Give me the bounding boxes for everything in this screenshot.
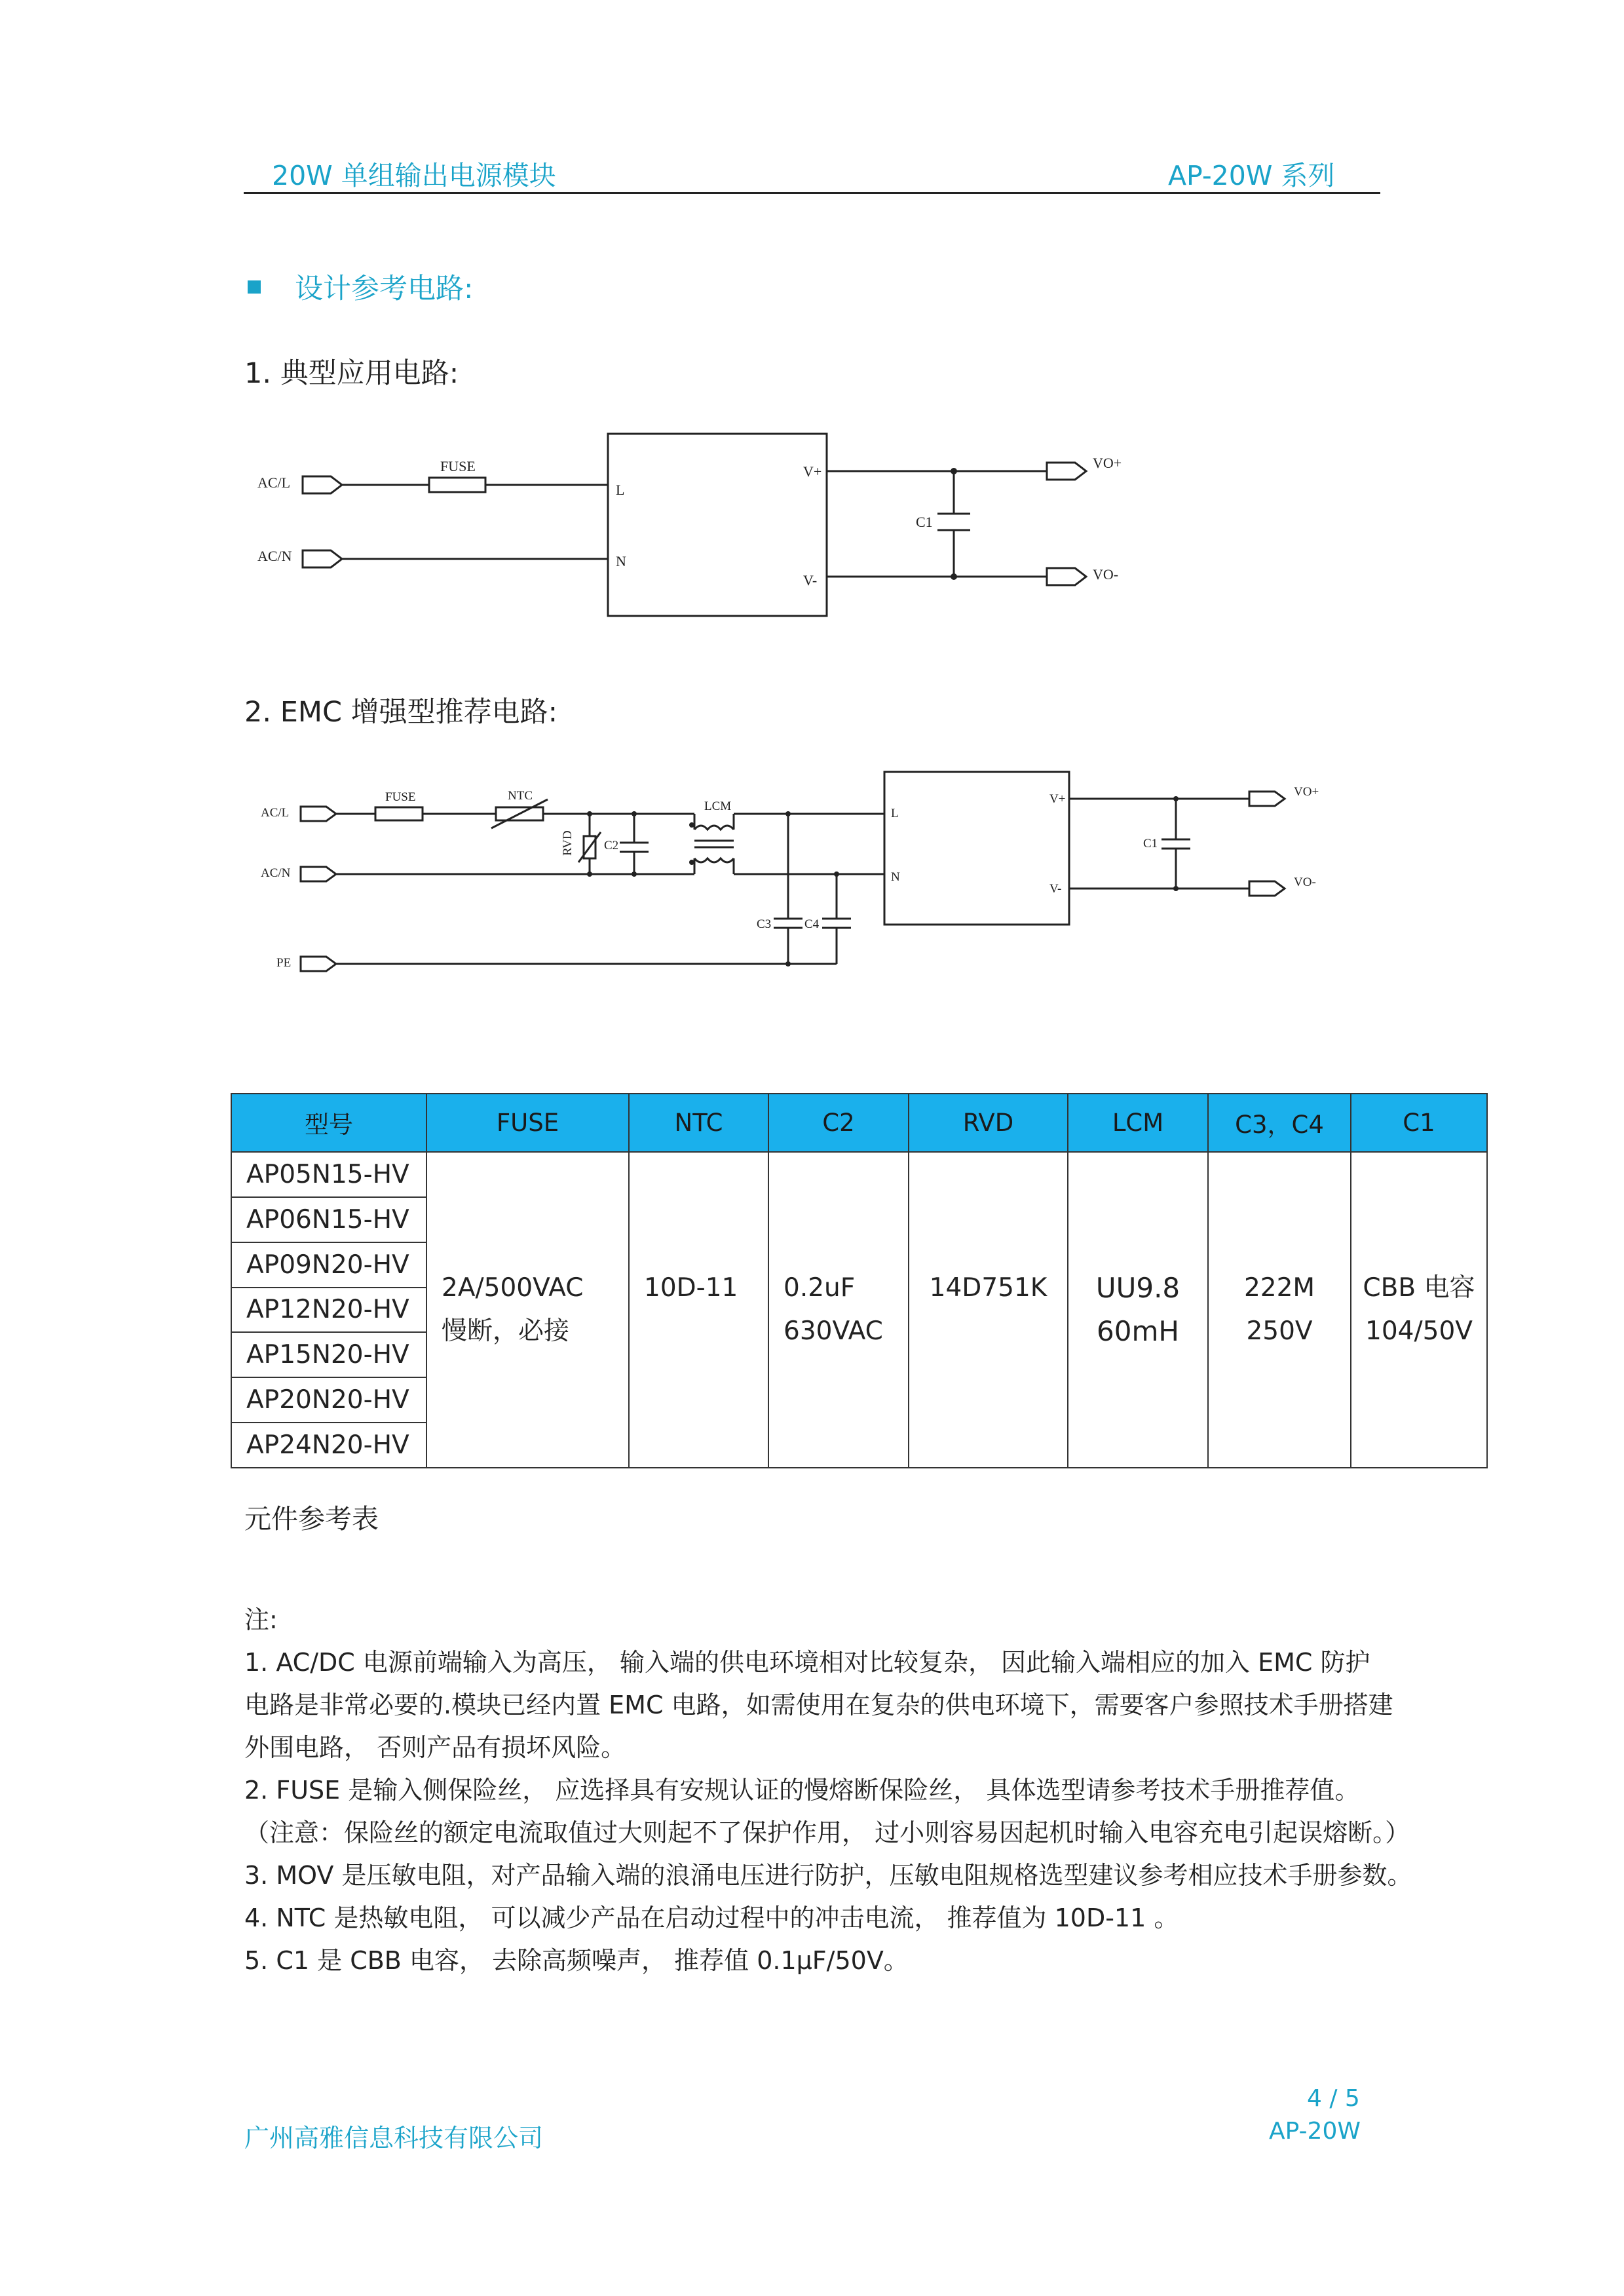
vplus-label: V+ <box>803 463 822 480</box>
col-header-lcm: LCM <box>1068 1094 1208 1152</box>
fuse-rating: 2A/500VAC <box>442 1272 584 1303</box>
col-header-c3c4: C3，C4 <box>1208 1094 1351 1152</box>
c3-label: C3 <box>757 917 772 931</box>
table-caption: 元件参考表 <box>244 1503 379 1535</box>
circuit2-title: 2. EMC 增强型推荐电路: <box>244 696 558 729</box>
c2-capacitance: 0.2uF <box>784 1272 856 1303</box>
emc-circuit-diagram <box>0 0 1624 1022</box>
model-cell: AP24N20-HV <box>231 1423 426 1468</box>
emc-vo-minus-label: VO- <box>1294 875 1316 889</box>
header-series: AP-20W 系列 <box>1168 160 1335 191</box>
note-line: 1. AC/DC 电源前端输入为高压， 输入端的供电环境相对比较复杂， 因此输入端相应的加入 EMC 防护 <box>244 1648 1370 1677</box>
lcm-core: UU9.8 <box>1095 1271 1180 1304</box>
note-line: 3. MOV 是压敏电阻，对产品输入端的浪涌电压进行防护，压敏电阻规格选型建议参考相应技术手册参数。 <box>244 1861 1412 1890</box>
emc-vo-plus-connector <box>1249 792 1285 806</box>
fuse-note: 慢断，必接 <box>442 1316 570 1346</box>
col-header-ntc: NTC <box>629 1094 768 1152</box>
ntc-value: 10D-11 <box>644 1272 738 1303</box>
col-header-rvd: RVD <box>909 1094 1068 1152</box>
fuse-label: FUSE <box>440 458 476 474</box>
vo-minus-label: VO- <box>1093 566 1119 583</box>
emc-acn-connector <box>301 867 336 881</box>
emc-fuse-label: FUSE <box>385 790 416 804</box>
table-header-row <box>231 1094 1487 1152</box>
emc-acn-label: AC/N <box>261 866 291 880</box>
note-line: 5. C1 是 CBB 电容， 去除高频噪声， 推荐值 0.1μF/50V。 <box>244 1946 909 1975</box>
ntc-cell <box>629 1152 768 1468</box>
lcm-cell <box>1068 1152 1208 1468</box>
note-line: 2. FUSE 是输入侧保险丝， 应选择具有安规认证的慢熔断保险丝， 具体选型请参考技术手册推荐值。 <box>244 1776 1360 1805</box>
lcm-label: LCM <box>704 799 732 813</box>
emc-l-label: L <box>891 807 899 820</box>
model-cell: AP20N20-HV <box>231 1377 426 1423</box>
model-cell: AP09N20-HV <box>231 1242 426 1288</box>
c3c4-cell <box>1208 1152 1351 1468</box>
ntc-label: NTC <box>508 789 533 803</box>
c2-label: C2 <box>604 839 619 852</box>
emc-vminus-label: V- <box>1049 882 1062 896</box>
emc-pe-connector <box>301 957 336 971</box>
emc-acl-connector <box>301 807 336 821</box>
emc-acl-label: AC/L <box>261 806 290 820</box>
c1-value: 104/50V <box>1365 1316 1473 1346</box>
col-header-c1: C1 <box>1351 1094 1487 1152</box>
table-row <box>231 1152 1487 1197</box>
lcm-inductance: 60mH <box>1097 1314 1179 1347</box>
component-reference-table <box>231 1093 1488 1468</box>
acn-label: AC/N <box>257 548 292 564</box>
acl-label: AC/L <box>257 474 291 491</box>
c3c4-code: 222M <box>1243 1272 1315 1303</box>
vminus-label: V- <box>803 572 818 588</box>
emc-vo-minus-connector <box>1249 881 1285 896</box>
section-title: 设计参考电路: <box>295 273 474 305</box>
note-line: 4. NTC 是热敏电阻， 可以减少产品在启动过程中的冲击电流， 推荐值为 10D-11 。 <box>244 1904 1179 1932</box>
emc-pe-label: PE <box>276 956 292 970</box>
header-title: 20W 单组输出电源模块 <box>272 160 556 191</box>
rvd-value: 14D751K <box>929 1272 1048 1303</box>
circuit1-title: 1. 典型应用电路: <box>244 357 459 390</box>
emc-fuse-symbol <box>375 807 423 820</box>
note-line: 电路是非常必要的.模块已经内置 EMC 电路，如需使用在复杂的供电环境下，需要客户参照技术手册搭建 <box>244 1691 1393 1719</box>
c1-label: C1 <box>916 514 933 530</box>
notes-title: 注: <box>244 1605 278 1634</box>
rvd-cell <box>909 1152 1068 1468</box>
note-line: 外围电路， 否则产品有损坏风险。 <box>244 1733 626 1762</box>
emc-vplus-label: V+ <box>1049 792 1066 806</box>
n-label: N <box>616 553 626 569</box>
page-number: 4 / 5 <box>1307 2085 1360 2112</box>
notes-section <box>244 1599 1412 1982</box>
model-cell: AP15N20-HV <box>231 1332 426 1377</box>
emc-n-label: N <box>891 870 900 884</box>
footer-model: AP-20W <box>1269 2118 1361 2145</box>
emc-power-module-box <box>884 772 1069 925</box>
model-cell: AP05N15-HV <box>231 1152 426 1197</box>
c1-type: CBB 电容 <box>1363 1272 1475 1303</box>
l-label: L <box>616 482 625 498</box>
col-header-model: 型号 <box>231 1094 426 1152</box>
c4-label: C4 <box>804 917 820 931</box>
vo-plus-label: VO+ <box>1093 455 1122 471</box>
ntc-slash <box>491 799 548 828</box>
fuse-cell <box>426 1152 629 1468</box>
rvd-label: RVD <box>561 830 575 856</box>
model-cell: AP12N20-HV <box>231 1288 426 1333</box>
c2-cell <box>768 1152 909 1468</box>
emc-vo-plus-label: VO+ <box>1294 785 1319 799</box>
emc-c1-label: C1 <box>1143 837 1158 851</box>
c2-voltage: 630VAC <box>784 1316 883 1346</box>
model-cell: AP06N15-HV <box>231 1197 426 1242</box>
note-line: （注意：保险丝的额定电流取值过大则起不了保护作用， 过小则容易因起机时输入电容充电引起误熔断。） <box>244 1818 1410 1847</box>
c3c4-voltage: 250V <box>1246 1316 1313 1346</box>
col-header-c2: C2 <box>768 1094 909 1152</box>
c1-cell <box>1351 1152 1487 1468</box>
footer-company: 广州高雅信息科技有限公司 <box>244 2124 544 2152</box>
col-header-fuse: FUSE <box>426 1094 629 1152</box>
